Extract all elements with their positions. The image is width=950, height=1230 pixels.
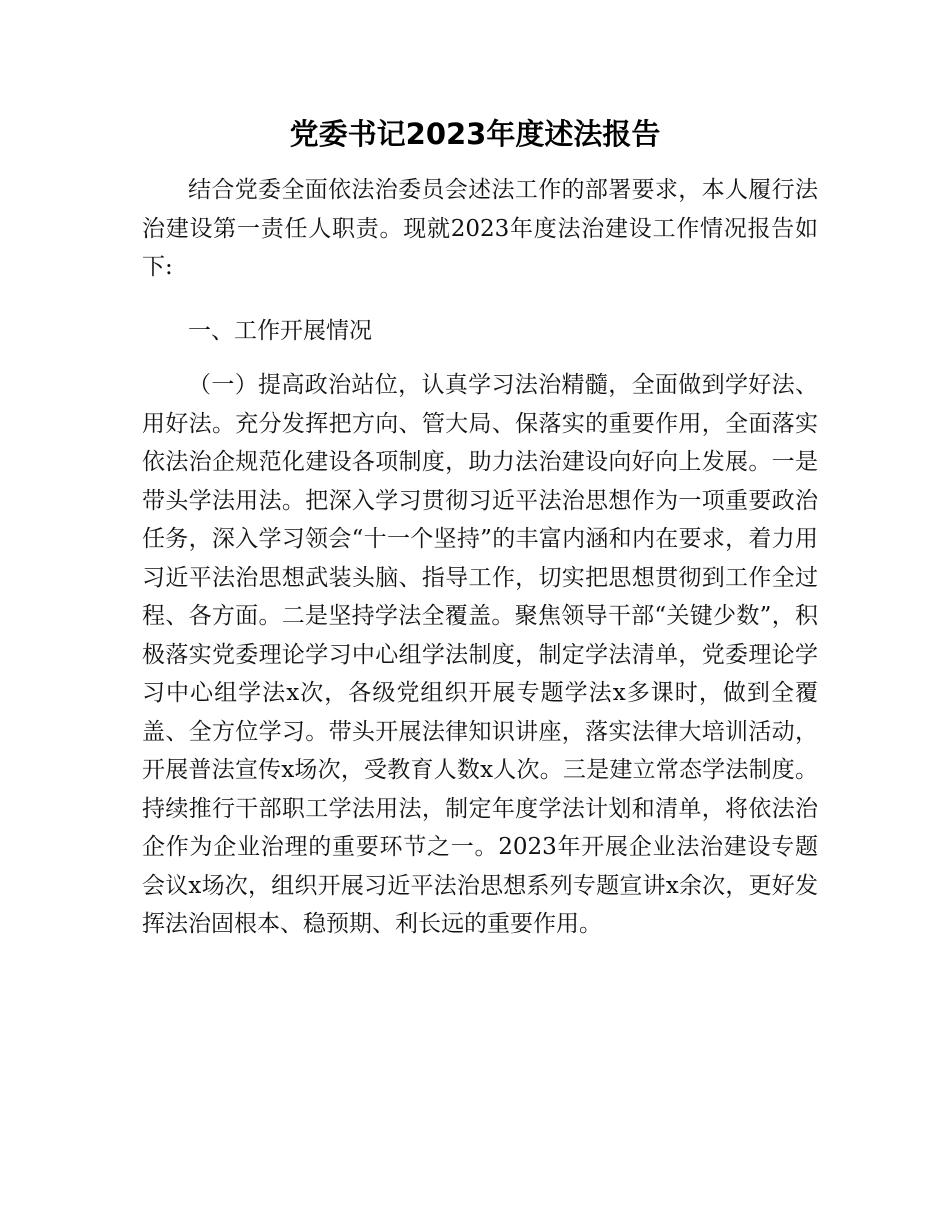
section-one-paragraph: （一）提高政治站位，认真学习法治精髓，全面做到学好法、用好法。充分发挥把方向、管大局、保落实的重要作用，全面落实依法治企规范化建设各项制度，助力法治建设向好向上发展。一是带头学法用法。把深入学习贯彻习近平法治思想作为一项重要政治任务，深入学习领会“十一个坚持”的丰富内涵和内在要求，着力用习近平法治思想武装头脑、指导工作，切实把思想贯彻到工作全过程、各方面。二是坚持学法全覆盖。聚焦领导干部“关键少数”，积极落实党委理论学习中心组学法制度，制定学法清单，党委理论学习中心组学法x次，各级党组织开展专题学法x多课时，做到全覆盖、全方位学习。带头开展法律知识讲座，落实法律大培训活动，开展普法宣传x场次，受教育人数x人次。三是建立常态学法制度。持续推行干部职工学法用法，制定年度学法计划和清单，将依法治企作为企业治理的重要环节之一。2023年开展企业法治建设专题会议x场次，组织开展习近平法治思想系列专题宣讲x余次，更好发挥法治固根本、稳预期、利长远的重要作用。: [142, 372, 818, 937]
intro-paragraph: 结合党委全面依法治委员会述法工作的部署要求，本人履行法治建设第一责任人职责。现就2023年度法治建设工作情况报告如下:: [142, 177, 818, 280]
section-heading: 一、工作开展情况: [188, 318, 372, 344]
document-title: 党委书记2023年度述法报告: [289, 117, 661, 151]
